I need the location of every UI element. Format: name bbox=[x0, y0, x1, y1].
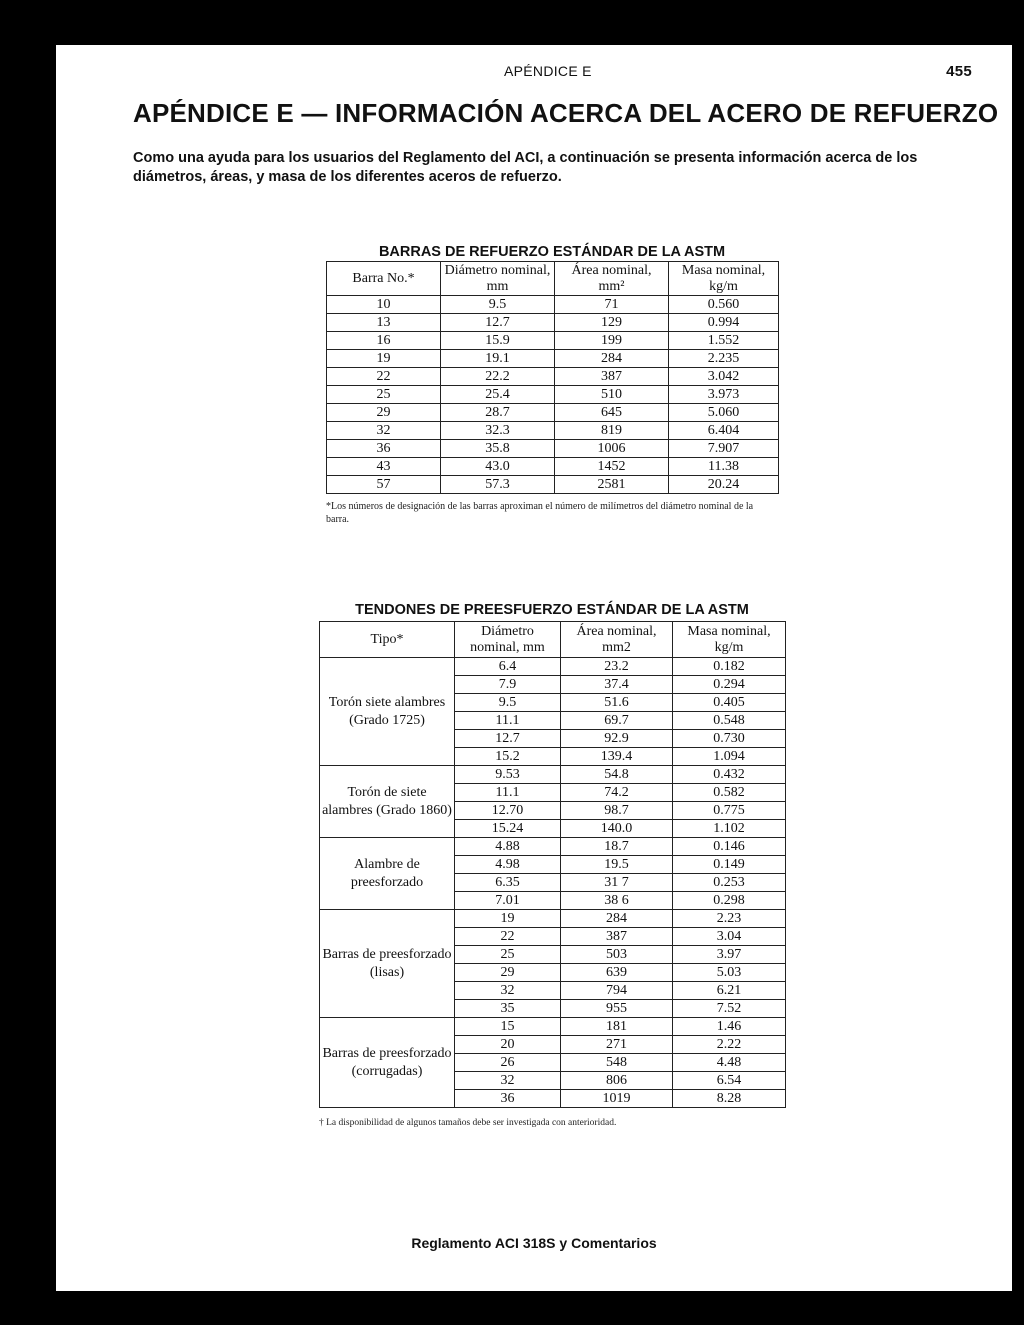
table-cell: 37.4 bbox=[561, 676, 673, 694]
table-cell: 11.1 bbox=[455, 784, 561, 802]
running-head-section: APÉNDICE E bbox=[504, 63, 592, 79]
table-cell: 38 6 bbox=[561, 892, 673, 910]
table-cell: 92.9 bbox=[561, 730, 673, 748]
table-cell: 0.432 bbox=[673, 766, 786, 784]
table-cell: 510 bbox=[555, 386, 669, 404]
table-cell: 51.6 bbox=[561, 694, 673, 712]
table-cell: 9.53 bbox=[455, 766, 561, 784]
table-cell: 2.235 bbox=[669, 350, 779, 368]
table-cell: 140.0 bbox=[561, 820, 673, 838]
tendon-type-cell: Barras de preesforzado (corrugadas) bbox=[320, 1018, 455, 1108]
table-cell: 6.21 bbox=[673, 982, 786, 1000]
table-cell: 15.2 bbox=[455, 748, 561, 766]
page-number: 455 bbox=[946, 63, 972, 80]
table-cell: 19.5 bbox=[561, 856, 673, 874]
table-cell: 1019 bbox=[561, 1090, 673, 1108]
table-cell: 12.7 bbox=[441, 314, 555, 332]
tendons-table-note: † La disponibilidad de algunos tamaños debe ser investigada con anterioridad. bbox=[319, 1118, 617, 1128]
table-cell: 7.907 bbox=[669, 440, 779, 458]
table-cell: 18.7 bbox=[561, 838, 673, 856]
table-cell: 26 bbox=[455, 1054, 561, 1072]
tendons-table-title: TENDONES DE PREESFUERZO ESTÁNDAR DE LA ASTM bbox=[355, 602, 749, 618]
table-cell: 20.24 bbox=[669, 476, 779, 494]
table-cell: 1.102 bbox=[673, 820, 786, 838]
bars-table-note: *Los números de designación de las barras aproximan el número de milímetros del diámetro nominal de la barra. bbox=[326, 501, 754, 525]
table-cell: 1.552 bbox=[669, 332, 779, 350]
table-cell: 0.298 bbox=[673, 892, 786, 910]
table-cell: 7.9 bbox=[455, 676, 561, 694]
table-cell: 0.775 bbox=[673, 802, 786, 820]
table-row bbox=[320, 910, 786, 928]
table-cell: 4.98 bbox=[455, 856, 561, 874]
table-cell: 6.35 bbox=[455, 874, 561, 892]
table-row bbox=[320, 766, 786, 784]
table-row bbox=[327, 422, 779, 440]
table-cell: 1.094 bbox=[673, 748, 786, 766]
table-cell: 7.01 bbox=[455, 892, 561, 910]
table-cell: 0.560 bbox=[669, 296, 779, 314]
table-cell: 6.4 bbox=[455, 658, 561, 676]
table-cell: 8.28 bbox=[673, 1090, 786, 1108]
table-row bbox=[327, 404, 779, 422]
table-row bbox=[327, 458, 779, 476]
table-cell: 9.5 bbox=[455, 694, 561, 712]
table-cell: 19.1 bbox=[441, 350, 555, 368]
tendons-header-cell: Tipo* bbox=[320, 622, 455, 658]
tendons-header-cell: Área nominal, mm2 bbox=[561, 622, 673, 658]
table-cell: 0.730 bbox=[673, 730, 786, 748]
page-footer: Reglamento ACI 318S y Comentarios bbox=[411, 1235, 657, 1251]
tendons-table bbox=[319, 621, 786, 1108]
table-cell: 2581 bbox=[555, 476, 669, 494]
table-cell: 36 bbox=[327, 440, 441, 458]
table-cell: 0.146 bbox=[673, 838, 786, 856]
table-row bbox=[327, 386, 779, 404]
table-cell: 15.24 bbox=[455, 820, 561, 838]
table-cell: 23.2 bbox=[561, 658, 673, 676]
table-cell: 74.2 bbox=[561, 784, 673, 802]
table-cell: 181 bbox=[561, 1018, 673, 1036]
table-row bbox=[320, 838, 786, 856]
table-cell: 54.8 bbox=[561, 766, 673, 784]
table-cell: 819 bbox=[555, 422, 669, 440]
table-cell: 0.253 bbox=[673, 874, 786, 892]
table-cell: 1006 bbox=[555, 440, 669, 458]
table-cell: 0.994 bbox=[669, 314, 779, 332]
table-cell: 4.88 bbox=[455, 838, 561, 856]
table-cell: 1.46 bbox=[673, 1018, 786, 1036]
table-cell: 271 bbox=[561, 1036, 673, 1054]
table-cell: 32 bbox=[455, 982, 561, 1000]
table-cell: 3.97 bbox=[673, 946, 786, 964]
table-cell: 98.7 bbox=[561, 802, 673, 820]
table-cell: 32 bbox=[455, 1072, 561, 1090]
table-cell: 284 bbox=[561, 910, 673, 928]
table-cell: 0.294 bbox=[673, 676, 786, 694]
table-cell: 5.03 bbox=[673, 964, 786, 982]
table-row bbox=[327, 476, 779, 494]
tendon-type-cell: Torón siete alambres (Grado 1725) bbox=[320, 658, 455, 766]
table-cell: 199 bbox=[555, 332, 669, 350]
bars-header-cell: Diámetro nominal, mm bbox=[441, 262, 555, 296]
table-cell: 0.582 bbox=[673, 784, 786, 802]
table-cell: 25.4 bbox=[441, 386, 555, 404]
table-cell: 387 bbox=[561, 928, 673, 946]
table-cell: 16 bbox=[327, 332, 441, 350]
bars-header-cell: Barra No.* bbox=[327, 262, 441, 296]
table-cell: 69.7 bbox=[561, 712, 673, 730]
table-cell: 35 bbox=[455, 1000, 561, 1018]
table-cell: 10 bbox=[327, 296, 441, 314]
table-cell: 12.70 bbox=[455, 802, 561, 820]
table-cell: 6.54 bbox=[673, 1072, 786, 1090]
table-cell: 7.52 bbox=[673, 1000, 786, 1018]
table-cell: 0.548 bbox=[673, 712, 786, 730]
table-cell: 5.060 bbox=[669, 404, 779, 422]
table-cell: 71 bbox=[555, 296, 669, 314]
table-cell: 43 bbox=[327, 458, 441, 476]
bars-header-cell: Área nominal, mm² bbox=[555, 262, 669, 296]
table-cell: 43.0 bbox=[441, 458, 555, 476]
table-row bbox=[320, 1018, 786, 1036]
tendons-table-header-row bbox=[320, 622, 786, 658]
table-cell: 13 bbox=[327, 314, 441, 332]
table-cell: 3.04 bbox=[673, 928, 786, 946]
table-cell: 22.2 bbox=[441, 368, 555, 386]
tendons-header-cell: Diámetro nominal, mm bbox=[455, 622, 561, 658]
table-cell: 387 bbox=[555, 368, 669, 386]
bars-table-title: BARRAS DE REFUERZO ESTÁNDAR DE LA ASTM bbox=[378, 244, 726, 260]
table-cell: 2.23 bbox=[673, 910, 786, 928]
table-cell: 3.973 bbox=[669, 386, 779, 404]
intro-paragraph: Como una ayuda para los usuarios del Reglamento del ACI, a continuación se presenta información acerca de los diámetros, áreas, y masa de los diferentes aceros de refuerzo. bbox=[133, 150, 918, 185]
table-cell: 11.38 bbox=[669, 458, 779, 476]
table-cell: 794 bbox=[561, 982, 673, 1000]
table-row bbox=[327, 314, 779, 332]
table-cell: 32 bbox=[327, 422, 441, 440]
table-cell: 806 bbox=[561, 1072, 673, 1090]
table-cell: 2.22 bbox=[673, 1036, 786, 1054]
table-cell: 4.48 bbox=[673, 1054, 786, 1072]
table-cell: 22 bbox=[455, 928, 561, 946]
table-cell: 12.7 bbox=[455, 730, 561, 748]
table-cell: 0.405 bbox=[673, 694, 786, 712]
table-row bbox=[327, 368, 779, 386]
table-cell: 645 bbox=[555, 404, 669, 422]
table-cell: 9.5 bbox=[441, 296, 555, 314]
table-cell: 25 bbox=[327, 386, 441, 404]
table-cell: 1452 bbox=[555, 458, 669, 476]
table-cell: 29 bbox=[327, 404, 441, 422]
table-cell: 29 bbox=[455, 964, 561, 982]
table-cell: 19 bbox=[327, 350, 441, 368]
table-cell: 11.1 bbox=[455, 712, 561, 730]
table-row bbox=[327, 440, 779, 458]
table-cell: 15 bbox=[455, 1018, 561, 1036]
table-cell: 503 bbox=[561, 946, 673, 964]
table-cell: 0.149 bbox=[673, 856, 786, 874]
table-cell: 955 bbox=[561, 1000, 673, 1018]
table-cell: 28.7 bbox=[441, 404, 555, 422]
bars-table bbox=[326, 261, 779, 494]
table-cell: 548 bbox=[561, 1054, 673, 1072]
table-row bbox=[327, 296, 779, 314]
table-cell: 639 bbox=[561, 964, 673, 982]
tendon-type-cell: Torón de siete alambres (Grado 1860) bbox=[320, 766, 455, 838]
table-cell: 32.3 bbox=[441, 422, 555, 440]
tendon-type-cell: Barras de preesforzado (lisas) bbox=[320, 910, 455, 1018]
table-row bbox=[320, 658, 786, 676]
table-row bbox=[327, 332, 779, 350]
table-cell: 139.4 bbox=[561, 748, 673, 766]
table-cell: 25 bbox=[455, 946, 561, 964]
document-page bbox=[56, 45, 1012, 1291]
table-cell: 57 bbox=[327, 476, 441, 494]
bars-table-header-row bbox=[327, 262, 779, 296]
table-cell: 20 bbox=[455, 1036, 561, 1054]
tendon-type-cell: Alambre de preesforzado bbox=[320, 838, 455, 910]
table-cell: 31 7 bbox=[561, 874, 673, 892]
table-cell: 3.042 bbox=[669, 368, 779, 386]
table-cell: 15.9 bbox=[441, 332, 555, 350]
table-cell: 36 bbox=[455, 1090, 561, 1108]
table-cell: 35.8 bbox=[441, 440, 555, 458]
table-cell: 22 bbox=[327, 368, 441, 386]
bars-header-cell: Masa nominal, kg/m bbox=[669, 262, 779, 296]
table-cell: 6.404 bbox=[669, 422, 779, 440]
table-cell: 129 bbox=[555, 314, 669, 332]
table-cell: 284 bbox=[555, 350, 669, 368]
table-cell: 57.3 bbox=[441, 476, 555, 494]
table-row bbox=[327, 350, 779, 368]
page-title: APÉNDICE E — INFORMACIÓN ACERCA DEL ACERO DE REFUERZO bbox=[133, 98, 999, 128]
tendons-header-cell: Masa nominal, kg/m bbox=[673, 622, 786, 658]
table-cell: 19 bbox=[455, 910, 561, 928]
table-cell: 0.182 bbox=[673, 658, 786, 676]
